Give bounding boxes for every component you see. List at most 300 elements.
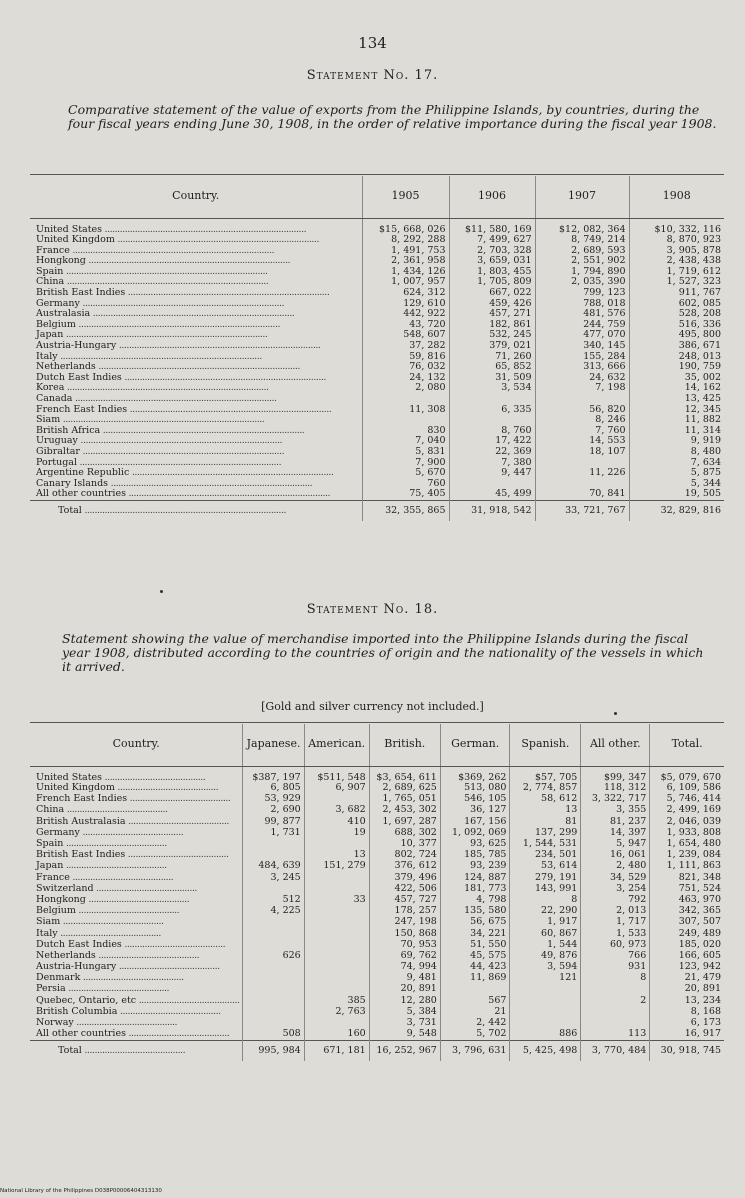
leader-dots: ................................................................................	[57, 351, 262, 362]
country-name: Netherlands	[36, 362, 96, 373]
table-row	[30, 984, 724, 995]
country-name: France	[36, 872, 70, 883]
country-cell	[30, 884, 243, 895]
value-cell: 2, 774, 857	[510, 783, 581, 794]
value-cell: 93, 625	[440, 839, 510, 850]
leader-dots: ........................................	[65, 984, 170, 995]
value-cell: 5, 384	[369, 1007, 440, 1018]
total-value-cell: 3, 770, 484	[581, 1040, 650, 1060]
leader-dots: ................................................................................	[95, 362, 300, 373]
value-cell: 11, 308	[362, 405, 449, 416]
value-cell: 7, 634	[629, 458, 724, 469]
value-cell: 45, 499	[449, 489, 535, 500]
table-row	[30, 1029, 724, 1040]
value-cell	[243, 996, 304, 1007]
value-cell: 16, 917	[650, 1029, 724, 1040]
leader-dots: ........................................	[125, 850, 229, 861]
page-number: 134	[358, 34, 387, 52]
total-value-cell: 31, 918, 542	[449, 500, 535, 520]
leader-dots: ........................................	[136, 995, 240, 1006]
value-cell	[510, 984, 581, 995]
country-cell	[30, 277, 362, 288]
value-cell	[362, 394, 449, 405]
value-cell: 19	[304, 828, 369, 839]
table-row	[30, 468, 724, 479]
value-cell: 6, 805	[243, 783, 304, 794]
country-cell	[30, 489, 362, 500]
country-cell	[30, 309, 362, 320]
value-cell: 13, 425	[629, 394, 724, 405]
value-cell: 59, 816	[362, 352, 449, 363]
country-name: Italy	[36, 928, 58, 939]
country-cell	[30, 984, 243, 995]
value-cell: 3, 594	[510, 962, 581, 973]
country-cell	[30, 256, 362, 267]
value-cell: 19, 505	[629, 489, 724, 500]
value-cell	[304, 940, 369, 951]
leader-dots: ........................................	[93, 883, 197, 894]
value-cell: 376, 612	[369, 861, 440, 872]
leader-dots: ................................................................................	[81, 504, 286, 516]
value-cell: 2, 690	[243, 805, 304, 816]
value-cell	[440, 984, 510, 995]
value-cell: 2, 551, 902	[535, 256, 629, 267]
value-cell	[304, 951, 369, 962]
value-cell: 185, 785	[440, 850, 510, 861]
country-name: Uruguay	[36, 436, 78, 447]
value-cell: 2, 361, 958	[362, 256, 449, 267]
value-cell: 8, 760	[449, 426, 535, 437]
country-name: All other countries	[36, 489, 126, 500]
value-cell	[243, 973, 304, 984]
leader-dots: ........................................	[117, 1006, 221, 1017]
column-header: 1907	[535, 176, 629, 218]
value-cell: 2, 763	[304, 1007, 369, 1018]
total-value-cell: 32, 355, 865	[362, 500, 449, 520]
country-name: Dutch East Indies	[36, 372, 122, 383]
value-cell: 463, 970	[650, 895, 724, 906]
column-header: 1905	[362, 176, 449, 218]
country-cell	[30, 383, 362, 394]
leader-dots: ........................................	[121, 939, 226, 950]
value-cell: 18, 107	[535, 447, 629, 458]
value-cell: 24, 132	[362, 373, 449, 384]
value-cell: 1, 803, 455	[449, 267, 535, 278]
value-cell	[243, 1007, 304, 1018]
value-cell: 5, 344	[629, 479, 724, 490]
value-cell: 58, 612	[510, 794, 581, 805]
leader-dots: ........................................	[125, 816, 229, 827]
value-cell: 1, 717	[581, 917, 650, 928]
table-row	[30, 218, 724, 235]
value-cell	[243, 984, 304, 995]
column-header: All other.	[581, 724, 650, 766]
country-cell	[30, 839, 243, 850]
value-cell: 688, 302	[369, 828, 440, 839]
value-cell: 3, 245	[243, 873, 304, 884]
value-cell: 1, 544, 531	[510, 839, 581, 850]
leader-dots: ................................................................................	[129, 468, 334, 479]
value-cell: 1, 533	[581, 929, 650, 940]
total-value-cell: 33, 721, 767	[535, 500, 629, 520]
value-cell: 484, 639	[243, 861, 304, 872]
country-cell	[30, 415, 362, 426]
table-row	[30, 1018, 724, 1029]
value-cell: 185, 020	[650, 940, 724, 951]
table-row	[30, 917, 724, 928]
value-cell	[535, 394, 629, 405]
value-cell: 99, 877	[243, 817, 304, 828]
value-cell: 1, 917	[510, 917, 581, 928]
value-cell: 2	[581, 996, 650, 1007]
country-name: Belgium	[36, 906, 76, 917]
country-name: United States	[36, 771, 103, 783]
value-cell: 22, 290	[510, 906, 581, 917]
country-name: British East Indies	[36, 288, 126, 299]
country-cell	[30, 436, 362, 447]
statement-17-caption: Comparative statement of the value of exports from the Philippine Islands, by countries, during the four fiscal years ending June 30, 1908, in the order of relative importance during the fiscal year 1908.	[68, 102, 717, 131]
country-cell	[30, 861, 243, 872]
value-cell	[304, 873, 369, 884]
leader-dots: ................................................................................	[79, 298, 285, 309]
value-cell: 155, 284	[535, 352, 629, 363]
leader-dots: ................................................................................	[125, 288, 330, 299]
table-row	[30, 973, 724, 984]
country-cell	[30, 794, 243, 805]
value-cell: $5, 079, 670	[650, 766, 724, 783]
value-cell: 249, 489	[650, 929, 724, 940]
total-label-cell	[30, 1040, 243, 1060]
table-row	[30, 996, 724, 1007]
leader-dots: ................................................................................	[79, 446, 285, 457]
column-header: 1908	[629, 176, 724, 218]
value-cell: 802, 724	[369, 850, 440, 861]
country-cell	[30, 341, 362, 352]
value-cell: 788, 018	[535, 299, 629, 310]
value-cell: 143, 991	[510, 884, 581, 895]
value-cell: 1, 092, 069	[440, 828, 510, 839]
value-cell: 70, 841	[535, 489, 629, 500]
value-cell: 532, 245	[449, 330, 535, 341]
value-cell: 44, 423	[440, 962, 510, 973]
value-cell	[581, 1007, 650, 1018]
value-cell: 886	[510, 1029, 581, 1040]
value-cell: 182, 861	[449, 320, 535, 331]
leader-dots: ........................................	[75, 906, 180, 917]
value-cell: 1, 007, 957	[362, 277, 449, 288]
value-cell: 422, 506	[369, 884, 440, 895]
country-name: Austria-Hungary	[36, 962, 117, 973]
value-cell: 151, 279	[304, 861, 369, 872]
leader-dots: ........................................	[85, 894, 190, 905]
table-row	[30, 884, 724, 895]
value-cell: 528, 208	[629, 309, 724, 320]
country-name: France	[36, 245, 70, 256]
value-cell: 307, 507	[650, 917, 724, 928]
value-cell: 7, 499, 627	[449, 235, 535, 246]
country-cell	[30, 951, 243, 962]
value-cell	[304, 929, 369, 940]
country-cell	[30, 458, 362, 469]
country-cell	[30, 330, 362, 341]
value-cell: 24, 632	[535, 373, 629, 384]
value-cell: 7, 198	[535, 383, 629, 394]
country-name: Australasia	[36, 309, 91, 320]
leader-dots: ........................................	[57, 928, 161, 939]
leader-dots: ................................................................................	[102, 223, 307, 235]
value-cell: 13, 234	[650, 996, 724, 1007]
value-cell: 830	[362, 426, 449, 437]
leader-dots: ................................................................................	[64, 383, 269, 394]
value-cell: 442, 922	[362, 309, 449, 320]
value-cell: 60, 973	[581, 940, 650, 951]
country-name: Denmark	[36, 973, 81, 984]
value-cell: 1, 731	[243, 828, 304, 839]
statement-18-note: [Gold and silver currency not included.]	[261, 700, 484, 713]
value-cell: 31, 509	[449, 373, 535, 384]
value-cell: 14, 553	[535, 436, 629, 447]
leader-dots: ........................................	[63, 861, 167, 872]
value-cell: 1, 719, 612	[629, 267, 724, 278]
value-cell: 5, 831	[362, 447, 449, 458]
value-cell: 379, 021	[449, 341, 535, 352]
country-name: Siam	[36, 415, 61, 426]
country-cell	[30, 320, 362, 331]
value-cell: 6, 109, 586	[650, 783, 724, 794]
value-cell: 12, 345	[629, 405, 724, 416]
value-cell: 8, 480	[629, 447, 724, 458]
leader-dots: ........................................	[69, 872, 174, 883]
country-cell	[30, 817, 243, 828]
value-cell: 4, 798	[440, 895, 510, 906]
country-name: Japan	[36, 861, 64, 872]
country-cell	[30, 352, 362, 363]
country-name: Korea	[36, 383, 65, 394]
total-value-cell: 3, 796, 631	[440, 1040, 510, 1060]
value-cell: 113	[581, 1029, 650, 1040]
value-cell: 70, 953	[369, 940, 440, 951]
value-cell: 1, 705, 809	[449, 277, 535, 288]
value-cell	[304, 973, 369, 984]
country-cell	[30, 373, 362, 384]
country-cell	[30, 929, 243, 940]
value-cell: 150, 868	[369, 929, 440, 940]
value-cell: 2, 453, 302	[369, 805, 440, 816]
value-cell: 56, 675	[440, 917, 510, 928]
value-cell: 33	[304, 895, 369, 906]
value-cell: 3, 322, 717	[581, 794, 650, 805]
value-cell: 13	[510, 805, 581, 816]
value-cell: 2, 013	[581, 906, 650, 917]
value-cell: $369, 262	[440, 766, 510, 783]
value-cell: 10, 377	[369, 839, 440, 850]
country-name: Netherlands	[36, 950, 96, 961]
country-cell	[30, 850, 243, 861]
leader-dots: ........................................	[80, 973, 184, 984]
value-cell: 911, 767	[629, 288, 724, 299]
country-name: Germany	[36, 827, 80, 838]
value-cell: 8, 870, 923	[629, 235, 724, 246]
value-cell: 190, 759	[629, 362, 724, 373]
value-cell: 11, 226	[535, 468, 629, 479]
statement-17-table	[30, 176, 724, 521]
country-cell	[30, 940, 243, 951]
column-header: 1906	[449, 176, 535, 218]
value-cell: 21	[440, 1007, 510, 1018]
value-cell: 9, 481	[369, 973, 440, 984]
value-cell: 2, 046, 039	[650, 817, 724, 828]
country-cell	[30, 405, 362, 416]
value-cell: 667, 022	[449, 288, 535, 299]
value-cell: $11, 580, 169	[449, 218, 535, 235]
country-name: French East Indies	[36, 794, 128, 805]
country-name: United Kingdom	[36, 235, 115, 246]
value-cell	[304, 962, 369, 973]
leader-dots: ................................................................................	[108, 478, 313, 489]
value-cell: 313, 666	[535, 362, 629, 373]
value-cell: 379, 496	[369, 873, 440, 884]
value-cell: 477, 070	[535, 330, 629, 341]
leader-dots: ................................................................................	[90, 309, 295, 320]
country-name: China	[36, 805, 65, 816]
value-cell: 457, 271	[449, 309, 535, 320]
country-cell	[30, 479, 362, 490]
value-cell: 1, 434, 126	[362, 267, 449, 278]
value-cell: 340, 145	[535, 341, 629, 352]
value-cell: 248, 013	[629, 352, 724, 363]
leader-dots: ................................................................................	[116, 341, 321, 352]
country-cell	[30, 962, 243, 973]
value-cell	[304, 984, 369, 995]
value-cell: 65, 852	[449, 362, 535, 373]
value-cell: 7, 380	[449, 458, 535, 469]
value-cell: $12, 082, 364	[535, 218, 629, 235]
leader-dots: ........................................	[127, 794, 231, 805]
value-cell: 60, 867	[510, 929, 581, 940]
leader-dots: ................................................................................	[77, 436, 283, 447]
value-cell: 2, 689, 625	[369, 783, 440, 794]
value-cell: $511, 548	[304, 766, 369, 783]
value-cell: 516, 336	[629, 320, 724, 331]
country-cell	[30, 426, 362, 437]
value-cell	[243, 917, 304, 928]
value-cell: $387, 197	[243, 766, 304, 783]
table-row	[30, 805, 724, 816]
value-cell: $10, 332, 116	[629, 218, 724, 235]
country-cell	[30, 906, 243, 917]
country-name: Canary Islands	[36, 478, 109, 489]
country-name: British East Indies	[36, 850, 126, 861]
country-cell	[30, 1007, 243, 1018]
value-cell: 5, 670	[362, 468, 449, 479]
country-cell	[30, 394, 362, 405]
total-label: Total	[58, 1044, 82, 1056]
column-header: Japanese.	[243, 724, 304, 766]
value-cell: 9, 447	[449, 468, 535, 479]
value-cell: 9, 548	[369, 1029, 440, 1040]
leader-dots: ................................................................................	[125, 489, 331, 500]
statement-18-top-rule	[30, 722, 724, 723]
value-cell	[510, 1007, 581, 1018]
value-cell: 4, 225	[243, 906, 304, 917]
table-row	[30, 1007, 724, 1018]
value-cell: 1, 544	[510, 940, 581, 951]
value-cell: 234, 501	[510, 850, 581, 861]
column-header: Total.	[650, 724, 724, 766]
value-cell: 3, 355	[581, 805, 650, 816]
value-cell: 53, 614	[510, 861, 581, 872]
value-cell	[243, 929, 304, 940]
value-cell: 1, 239, 084	[650, 850, 724, 861]
value-cell: 244, 759	[535, 320, 629, 331]
value-cell: 129, 610	[362, 299, 449, 310]
leader-dots: ........................................	[102, 771, 206, 783]
value-cell: 35, 002	[629, 373, 724, 384]
country-cell	[30, 783, 243, 794]
value-cell: 2, 499, 169	[650, 805, 724, 816]
value-cell: 546, 105	[440, 794, 510, 805]
leader-dots: ................................................................................	[75, 319, 280, 330]
leader-dots: ........................................	[73, 1018, 178, 1029]
leader-dots: ........................................	[125, 1029, 230, 1040]
value-cell: 7, 760	[535, 426, 629, 437]
leader-dots: ................................................................................	[121, 372, 326, 383]
value-cell: 8	[581, 973, 650, 984]
table-row	[30, 962, 724, 973]
value-cell: 34, 221	[440, 929, 510, 940]
value-cell: 3, 254	[581, 884, 650, 895]
value-cell: 118, 312	[581, 783, 650, 794]
value-cell: 123, 942	[650, 962, 724, 973]
table-row	[30, 766, 724, 783]
value-cell: 626	[243, 951, 304, 962]
value-cell: 34, 529	[581, 873, 650, 884]
leader-dots: ................................................................................	[72, 394, 277, 404]
table-row	[30, 489, 724, 500]
leader-dots: ................................................................................	[114, 235, 319, 246]
country-name: Hongkong	[36, 256, 86, 267]
value-cell: 36, 127	[440, 805, 510, 816]
value-cell: 3, 731	[369, 1018, 440, 1029]
leader-dots: ................................................................................	[64, 277, 269, 288]
value-cell: 751, 524	[650, 884, 724, 895]
country-name: Canada	[36, 394, 73, 404]
column-header: Country.	[30, 724, 243, 766]
value-cell	[581, 984, 650, 995]
leader-dots: ........................................	[116, 962, 220, 973]
total-value-cell: 32, 829, 816	[629, 500, 724, 520]
value-cell: 13	[304, 850, 369, 861]
value-cell: 1, 933, 808	[650, 828, 724, 839]
country-name: British Columbia	[36, 1006, 118, 1017]
value-cell: 821, 348	[650, 873, 724, 884]
column-header: Country.	[30, 176, 362, 218]
country-name: Quebec, Ontario, etc	[36, 995, 137, 1006]
value-cell: $15, 668, 026	[362, 218, 449, 235]
value-cell: 2, 480	[581, 861, 650, 872]
country-name: Switzerland	[36, 883, 94, 894]
statement-18-caption: Statement showing the value of merchandise imported into the Philippine Islands during the fiscal year 1908, distributed according to the countries of origin and the nationality of the vessels in which it arrived.	[62, 631, 704, 674]
value-cell: 279, 191	[510, 873, 581, 884]
country-cell	[30, 996, 243, 1007]
value-cell: 20, 891	[650, 984, 724, 995]
value-cell: 3, 659, 031	[449, 256, 535, 267]
value-cell: 181, 773	[440, 884, 510, 895]
value-cell: 5, 746, 414	[650, 794, 724, 805]
value-cell: 9, 919	[629, 436, 724, 447]
country-cell	[30, 288, 362, 299]
value-cell: 74, 994	[369, 962, 440, 973]
